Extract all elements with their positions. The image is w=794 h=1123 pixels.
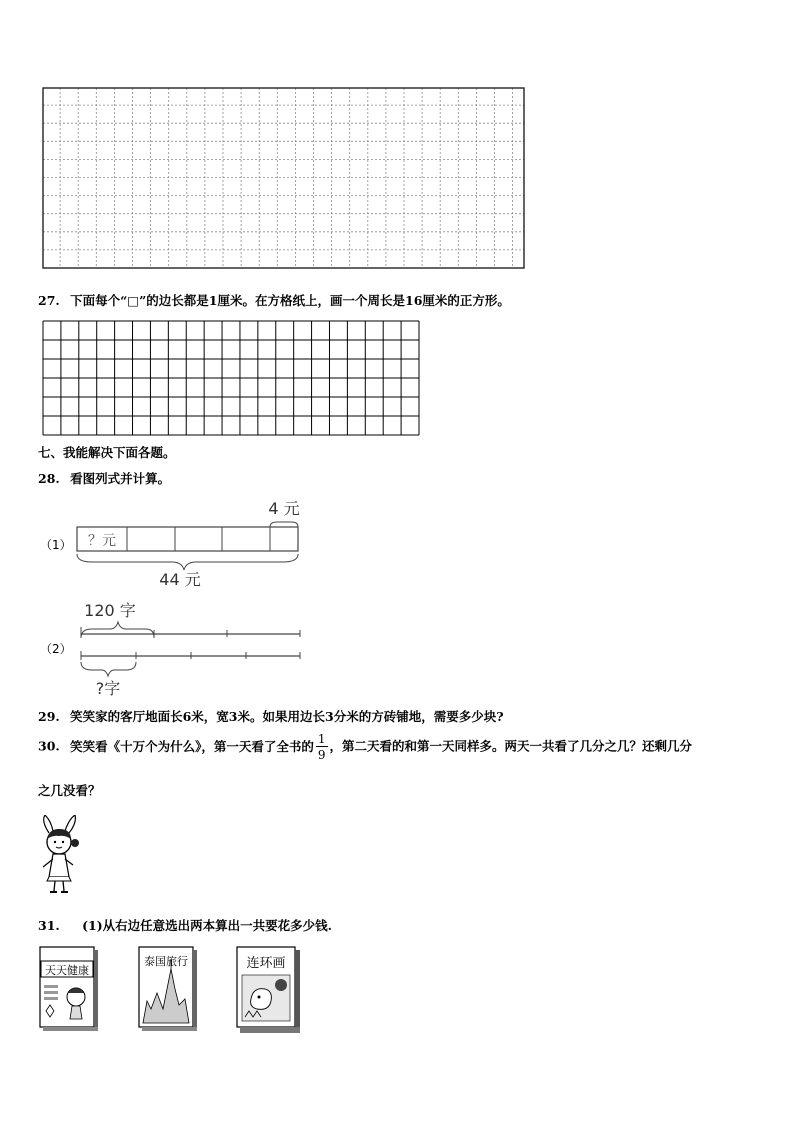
book-taiguo-lvxing — [137, 945, 199, 1033]
unknown-label: ?字 — [95, 679, 121, 698]
square-grid — [42, 320, 420, 437]
question-text: 看图列式并计算。 — [70, 471, 171, 486]
question-number: 30. — [38, 738, 60, 754]
question-number: 28. — [38, 471, 60, 486]
question-text: 下面每个“□”的边长都是1厘米。在方格纸上，画一个周长是16厘米的正方形。 — [70, 293, 510, 308]
book-title: 天天健康 — [45, 964, 89, 977]
part-1-label: （1） — [40, 538, 72, 552]
unknown-price-label: ？元 — [88, 533, 116, 549]
question-number: 27. — [38, 293, 60, 308]
book-lianhuanhua — [235, 945, 303, 1037]
book-title: 连环画 — [246, 956, 286, 971]
question-text-b: ，第二天看的和第一天同样多。两天一共看了几分之几？还剩几分 — [329, 738, 693, 754]
question-number: 31. — [38, 918, 60, 933]
dotted-grid-box — [42, 87, 526, 270]
total-label: 44 元 — [159, 570, 201, 588]
book-title: 泰国旅行 — [144, 955, 188, 968]
fraction-numerator: 1 — [317, 732, 326, 746]
question-text: 笑笑家的客厅地面长6米，宽3米。如果用边长3分米的方砖铺地，需要多少块? — [70, 709, 504, 724]
question-text-a: 笑笑看《十万个为什么》，第一天看了全书的 — [70, 738, 314, 754]
question-28 — [38, 469, 170, 487]
fraction-one-ninth — [316, 733, 328, 761]
question-number: 29. — [38, 709, 60, 724]
question-27 — [38, 291, 510, 309]
known-brace — [81, 622, 154, 638]
diagram-part-2 — [70, 596, 310, 700]
question-30-line2: 之几没看？ — [38, 783, 101, 798]
part-2-label: （2） — [40, 642, 72, 656]
section-title: 七、我能解决下面各题。 — [38, 445, 176, 460]
question-31 — [38, 916, 332, 934]
part-price-label: 4 元 — [268, 499, 300, 518]
known-label: 120 字 — [84, 601, 136, 620]
fraction-denominator: 9 — [317, 748, 326, 762]
unknown-brace — [81, 662, 136, 676]
question-30 — [38, 733, 692, 761]
girl-illustration — [35, 815, 87, 895]
question-29 — [38, 707, 504, 725]
diagram-part-1 — [70, 496, 310, 588]
total-brace — [77, 554, 298, 570]
book-tiantian-jiankang — [38, 945, 100, 1033]
question-text: (1)从右边任意选出两本算出一共要花多少钱. — [82, 918, 332, 933]
